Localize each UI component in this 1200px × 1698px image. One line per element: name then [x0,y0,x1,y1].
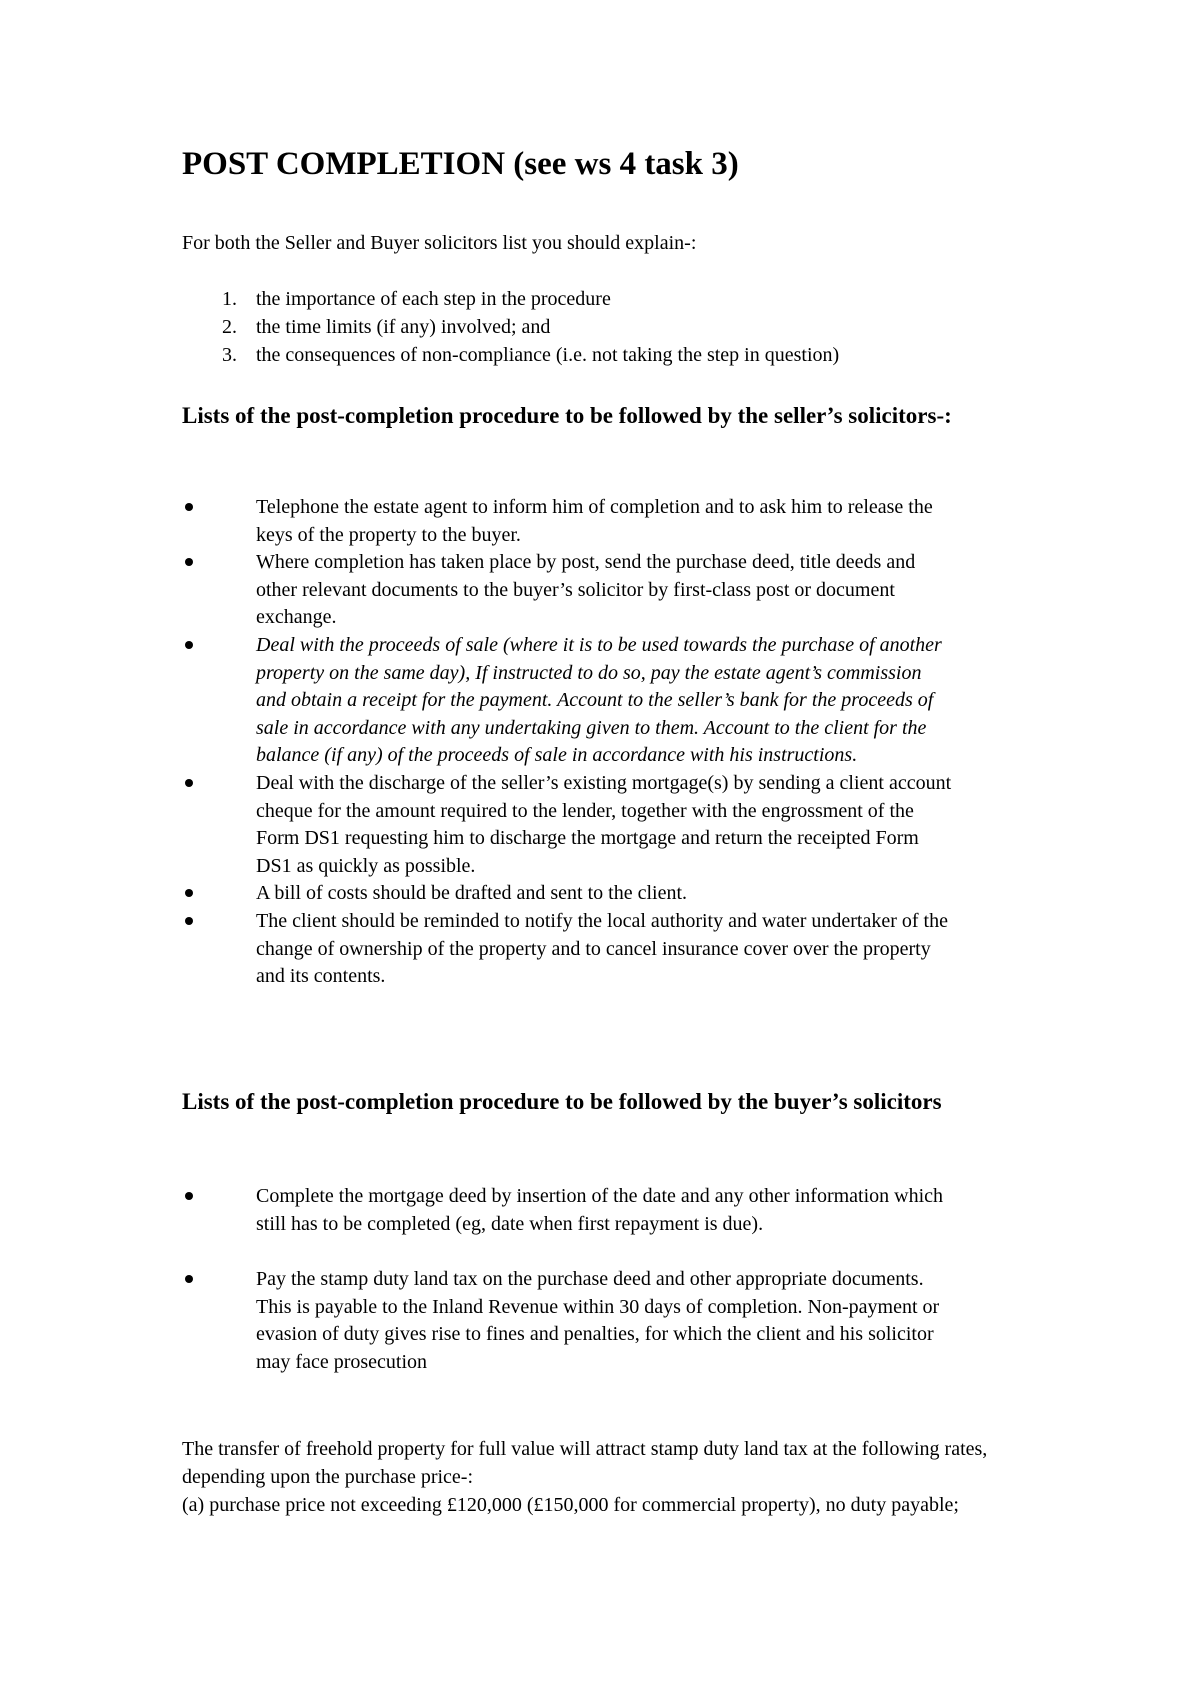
list-item-text: Complete the mortgage deed by insertion of the date and any other information which still has to be completed (eg, date when first repayment is due). [256,1185,944,1235]
list-item-text: The client should be reminded to notify the local authority and water undertaker of the change of ownership of the property and to cancel insurance cover over the property and its contents. [256,909,948,988]
intro-text: For both the Seller and Buyer solicitors list you should explain-: [182,232,697,254]
bullet-icon [185,558,193,566]
bullet-icon [185,889,193,897]
list-item [182,1266,956,1376]
list-item [182,341,839,369]
list-number: 3. [222,344,237,366]
list-item-text: Telephone the estate agent to inform him of completion and to ask him to release the keys of the property to the buyer. [256,496,933,546]
buyer-section-heading: Lists of the post-completion procedure to be followed by the buyer’s solicitors [182,1089,942,1114]
buyer-procedure-list [182,1183,956,1405]
numbered-list [182,285,839,369]
page-title: POST COMPLETION (see ws 4 task 3) [182,146,739,182]
bullet-icon [185,779,193,787]
list-item-text: the time limits (if any) involved; and [256,316,551,338]
transfer-paragraph: The transfer of freehold property for full value will attract stamp duty land tax at the following rates, depending upon the purchase price-: [182,1438,988,1488]
bullet-icon [185,503,193,511]
bullet-icon [185,641,193,649]
list-item-text: Deal with the proceeds of sale (where it is to be used towards the purchase of another property on the same day), If instructed to do so, pay the estate agent’s commission and obtain a receipt for the payment. Account to the seller’s bank for the proceeds of sale in accordance with any undertaking given to them. Account to the client for the balance (if any) of the proceeds of sale in accordance with his instructions. [256,633,942,767]
list-item-text: Deal with the discharge of the seller’s existing mortgage(s) by sending a client account cheque for the amount required to the lender, together with the engrossment of the Form DS1 requesting him to discharge the mortgage and return the receipted Form DS1 as quickly as possible. [256,771,952,877]
list-item [182,880,956,908]
list-item [182,908,956,991]
seller-procedure-list [182,494,956,991]
list-number: 2. [222,316,237,338]
list-item [182,549,956,632]
list-item-text: Where completion has taken place by post, send the purchase deed, title deeds and other relevant documents to the buyer’s solicitor by first-class post or document exchange. [256,551,916,629]
list-item-text: the importance of each step in the procedure [256,288,611,310]
list-item-text: A bill of costs should be drafted and sent to the client. [256,882,688,905]
list-item-text: the consequences of non-compliance (i.e. not taking the step in question) [256,344,840,366]
list-number: 1. [222,288,237,310]
list-item [182,1183,956,1238]
bullet-icon [185,1275,193,1283]
list-item-text: Pay the stamp duty land tax on the purchase deed and other appropriate documents. This is payable to the Inland Revenue within 30 days of completion. Non-payment or evasion of duty gives rise to fines and penalties, for which the client and his solicitor may face prosecution [256,1268,940,1373]
list-item [182,313,839,341]
bullet-icon [185,917,193,925]
seller-section-heading: Lists of the post-completion procedure to be followed by the seller’s solicitors-: [182,403,952,428]
list-item [182,632,956,770]
list-item [182,494,956,549]
list-item [182,770,956,880]
rate-item-a: (a) purchase price not exceeding £120,000 (£150,000 for commercial property), no duty payable; [182,1494,959,1516]
list-item [182,285,839,313]
bullet-icon [185,1192,193,1200]
